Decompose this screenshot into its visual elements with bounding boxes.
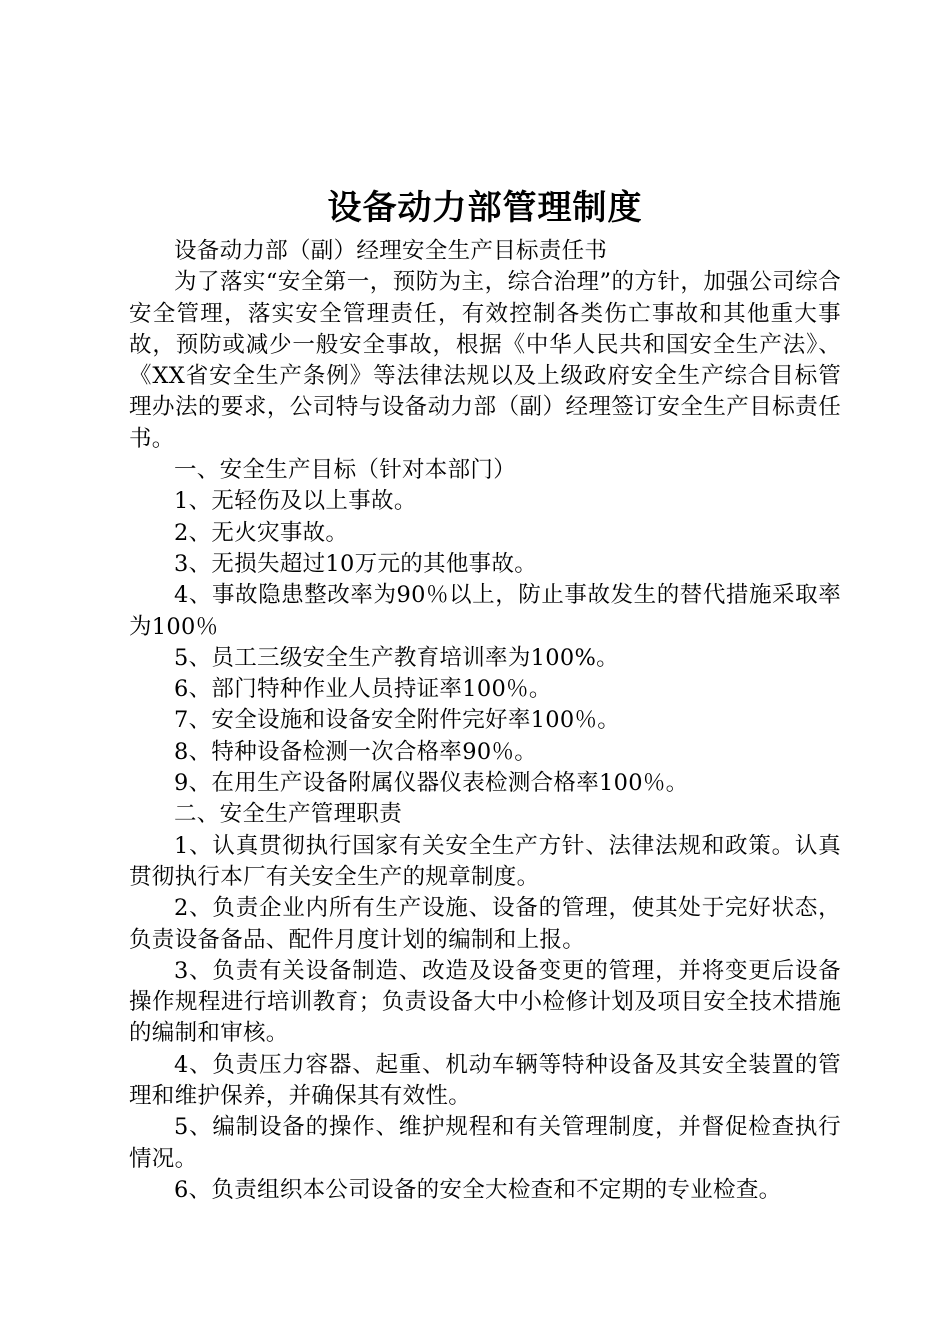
document-title: 设备动力部管理制度 bbox=[327, 188, 643, 228]
duty-item-1: 1、认真贯彻执行国家有关安全生产方针、法律法规和政策。认真贯彻执行本厂有关安全生产的规章制度。 bbox=[129, 832, 841, 890]
goal-item-7: 7、安全设施和设备安全附件完好率100％。 bbox=[174, 707, 621, 734]
section-heading-duties: 二、安全生产管理职责 bbox=[174, 801, 403, 828]
goal-item-2: 2、无火灾事故。 bbox=[174, 519, 349, 546]
goal-item-1: 1、无轻伤及以上事故。 bbox=[174, 488, 417, 515]
goal-item-3: 3、无损失超过10万元的其他事故。 bbox=[174, 550, 538, 577]
paragraph-subtitle: 设备动力部（副）经理安全生产目标责任书 bbox=[174, 238, 608, 264]
goal-item-6: 6、部门特种作业人员持证率100％。 bbox=[174, 676, 552, 703]
goal-item-9: 9、在用生产设备附属仪器仪表检测合格率100％。 bbox=[174, 770, 689, 797]
duty-item-3: 3、负责有关设备制造、改造及设备变更的管理，并将变更后设备操作规程进行培训教育；负责设备大中小检修计划及项目安全技术措施的编制和审核。 bbox=[129, 957, 841, 1047]
document-body bbox=[129, 236, 841, 1206]
paragraph-intro: 为了落实“安全第一，预防为主，综合治理”的方针，加强公司综合安全管理，落实安全管理责任，有效控制各类伤亡事故和其他重大事故，预防或减少一般安全事故，根据《中华人民共和国安全生产法》、《XX省安全生产条例》等法律法规以及上级政府安全生产综合目标管理办法的要求，公司特与设备动力部（副）经理签订安全生产目标责任书。 bbox=[129, 269, 841, 452]
duty-item-6: 6、负责组织本公司设备的安全大检查和不定期的专业检查。 bbox=[174, 1176, 782, 1203]
goal-item-8: 8、特种设备检测一次合格率90％。 bbox=[174, 738, 538, 765]
duty-item-2: 2、负责企业内所有生产设施、设备的管理，使其处于完好状态，负责设备备品、配件月度计划的编制和上报。 bbox=[129, 895, 841, 953]
duty-item-4: 4、负责压力容器、起重、机动车辆等特种设备及其安全装置的管理和维护保养，并确保其有效性。 bbox=[129, 1051, 841, 1110]
duty-item-5: 5、编制设备的操作、维护规程和有关管理制度，并督促检查执行情况。 bbox=[129, 1114, 841, 1172]
document-page bbox=[129, 182, 841, 1206]
goal-item-5: 5、员工三级安全生产教育培训率为100%。 bbox=[174, 644, 619, 671]
section-heading-goals: 一、安全生产目标（针对本部门） bbox=[174, 457, 517, 484]
goal-item-4: 4、事故隐患整改率为90％以上，防止事故发生的替代措施采取率为100％ bbox=[129, 582, 841, 640]
